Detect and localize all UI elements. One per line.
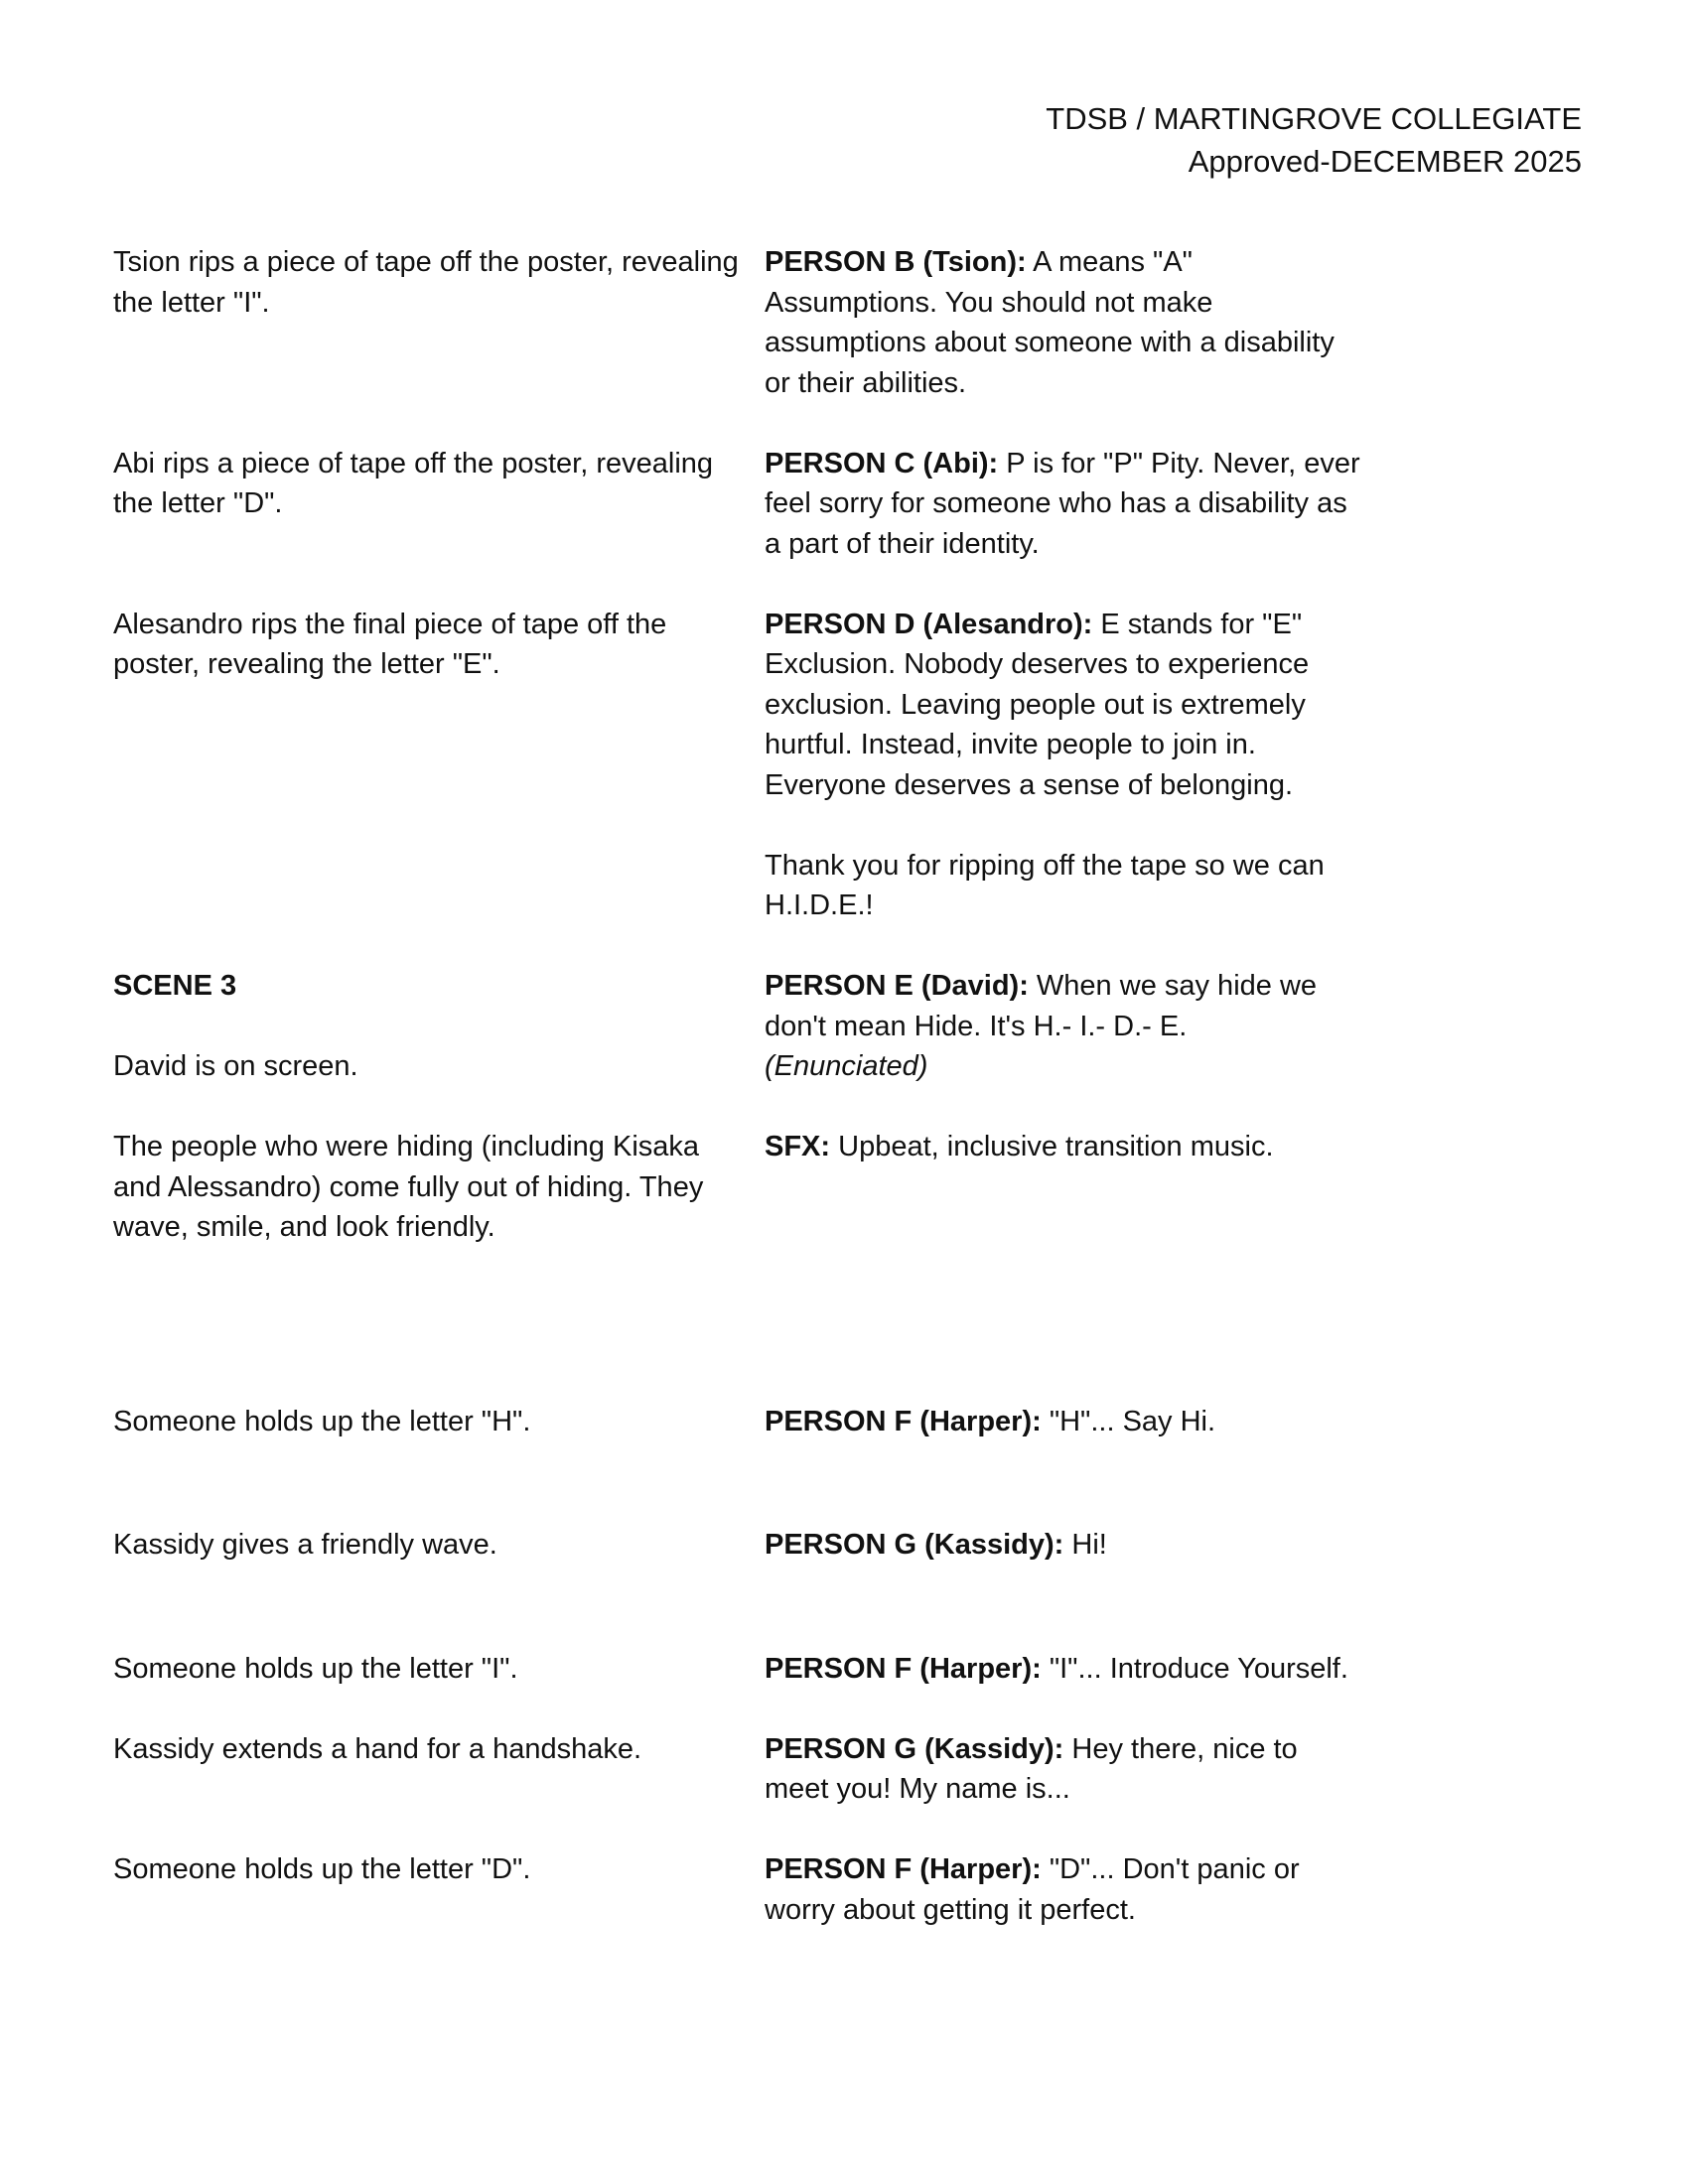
dialogue-text-continued: Thank you for ripping off the tape so we can H.I.D.E.! bbox=[765, 849, 1325, 921]
script-row bbox=[113, 1402, 1384, 1442]
stage-direction: Someone holds up the letter "I". bbox=[113, 1652, 518, 1685]
dialogue-text: "I"... Introduce Yourself. bbox=[1041, 1652, 1348, 1685]
stage-direction: Kassidy gives a friendly wave. bbox=[113, 1529, 497, 1561]
action-cell bbox=[113, 605, 765, 685]
dialogue-text: "D"... Don't panic or worry about getting it perfect. bbox=[765, 1853, 1300, 1926]
speaker-name: PERSON G (Kassidy): bbox=[765, 1529, 1064, 1561]
action-cell bbox=[113, 242, 765, 323]
action-cell bbox=[113, 1127, 765, 1248]
stage-direction: Someone holds up the letter "D". bbox=[113, 1853, 531, 1885]
dialogue-text: When we say hide we don't mean Hide. It's H.- I.- D.- E. bbox=[765, 970, 1318, 1042]
action-cell bbox=[113, 444, 765, 524]
script-row bbox=[113, 1525, 1384, 1566]
speaker-name: PERSON D (Alesandro): bbox=[765, 608, 1093, 640]
action-cell bbox=[113, 1402, 765, 1442]
dialogue-cell bbox=[765, 605, 1360, 926]
speaker-name: SFX: bbox=[765, 1131, 831, 1162]
speaker-name: PERSON G (Kassidy): bbox=[765, 1732, 1064, 1765]
dialogue-text: "H"... Say Hi. bbox=[1041, 1405, 1216, 1437]
stage-direction: Someone holds up the letter "H". bbox=[113, 1405, 531, 1437]
school-name: TDSB / MARTINGROVE COLLEGIATE bbox=[1046, 101, 1582, 136]
dialogue-text: E stands for "E" Exclusion. Nobody deserves to experience exclusion. Leaving people out is extremely hurtful. Instead, invite people to join in. Everyone deserves a sense of belonging. bbox=[765, 608, 1310, 801]
scene-heading: SCENE 3 bbox=[113, 970, 237, 1002]
action-cell bbox=[113, 1649, 765, 1690]
dialogue-text: Upbeat, inclusive transition music. bbox=[830, 1131, 1274, 1162]
script-row bbox=[113, 1729, 1384, 1810]
speaker-name: PERSON F (Harper): bbox=[765, 1853, 1042, 1885]
action-cell bbox=[113, 1729, 765, 1770]
stage-direction: Kassidy extends a hand for a handshake. bbox=[113, 1732, 642, 1765]
dialogue-cell bbox=[765, 444, 1360, 565]
dialogue-cell bbox=[765, 1127, 1360, 1167]
script-row bbox=[113, 1849, 1384, 1930]
action-cell bbox=[113, 1525, 765, 1566]
dialogue-cell bbox=[765, 966, 1360, 1087]
dialogue-text: Hi! bbox=[1063, 1529, 1107, 1561]
script-row bbox=[113, 444, 1384, 565]
stage-direction: The people who were hiding (including Kisaka and Alessandro) come fully out of hiding. They wave, smile, and look friendly. bbox=[113, 1131, 704, 1243]
stage-direction: Abi rips a piece of tape off the poster, revealing the letter "D". bbox=[113, 447, 714, 519]
stage-direction: Tsion rips a piece of tape off the poster, revealing the letter "I". bbox=[113, 246, 739, 319]
dialogue-cell bbox=[765, 1729, 1360, 1810]
dialogue-text: A means "A" Assumptions. You should not make assumptions about someone with a disability or their abilities. bbox=[765, 246, 1335, 399]
approval-date: Approved-DECEMBER 2025 bbox=[1188, 144, 1582, 179]
dialogue-cell bbox=[765, 242, 1360, 403]
stage-direction: David is on screen. bbox=[113, 1050, 358, 1082]
action-cell bbox=[113, 1849, 765, 1890]
dialogue-cell bbox=[765, 1649, 1360, 1690]
script-row bbox=[113, 1649, 1384, 1690]
script-row bbox=[113, 242, 1384, 403]
dialogue-text: Hey there, nice to meet you! My name is... bbox=[765, 1732, 1298, 1805]
script-row bbox=[113, 605, 1384, 926]
script-row bbox=[113, 1127, 1384, 1248]
dialogue-cell bbox=[765, 1525, 1360, 1566]
dialogue-cell bbox=[765, 1849, 1360, 1930]
delivery-direction: (Enunciated) bbox=[765, 1050, 928, 1082]
speaker-name: PERSON B (Tsion): bbox=[765, 246, 1027, 278]
speaker-name: PERSON F (Harper): bbox=[765, 1652, 1042, 1685]
stage-direction: Alesandro rips the final piece of tape off the poster, revealing the letter "E". bbox=[113, 608, 667, 680]
speaker-name: PERSON F (Harper): bbox=[765, 1405, 1042, 1437]
dialogue-cell bbox=[765, 1402, 1360, 1442]
speaker-name: PERSON E (David): bbox=[765, 970, 1029, 1002]
dialogue-text: P is for "P" Pity. Never, ever feel sorry for someone who has a disability as a part of their identity. bbox=[765, 447, 1360, 560]
action-cell bbox=[113, 966, 765, 1087]
script-table bbox=[113, 242, 1384, 1930]
script-row bbox=[113, 966, 1384, 1087]
document-header bbox=[1046, 97, 1582, 183]
speaker-name: PERSON C (Abi): bbox=[765, 447, 999, 479]
